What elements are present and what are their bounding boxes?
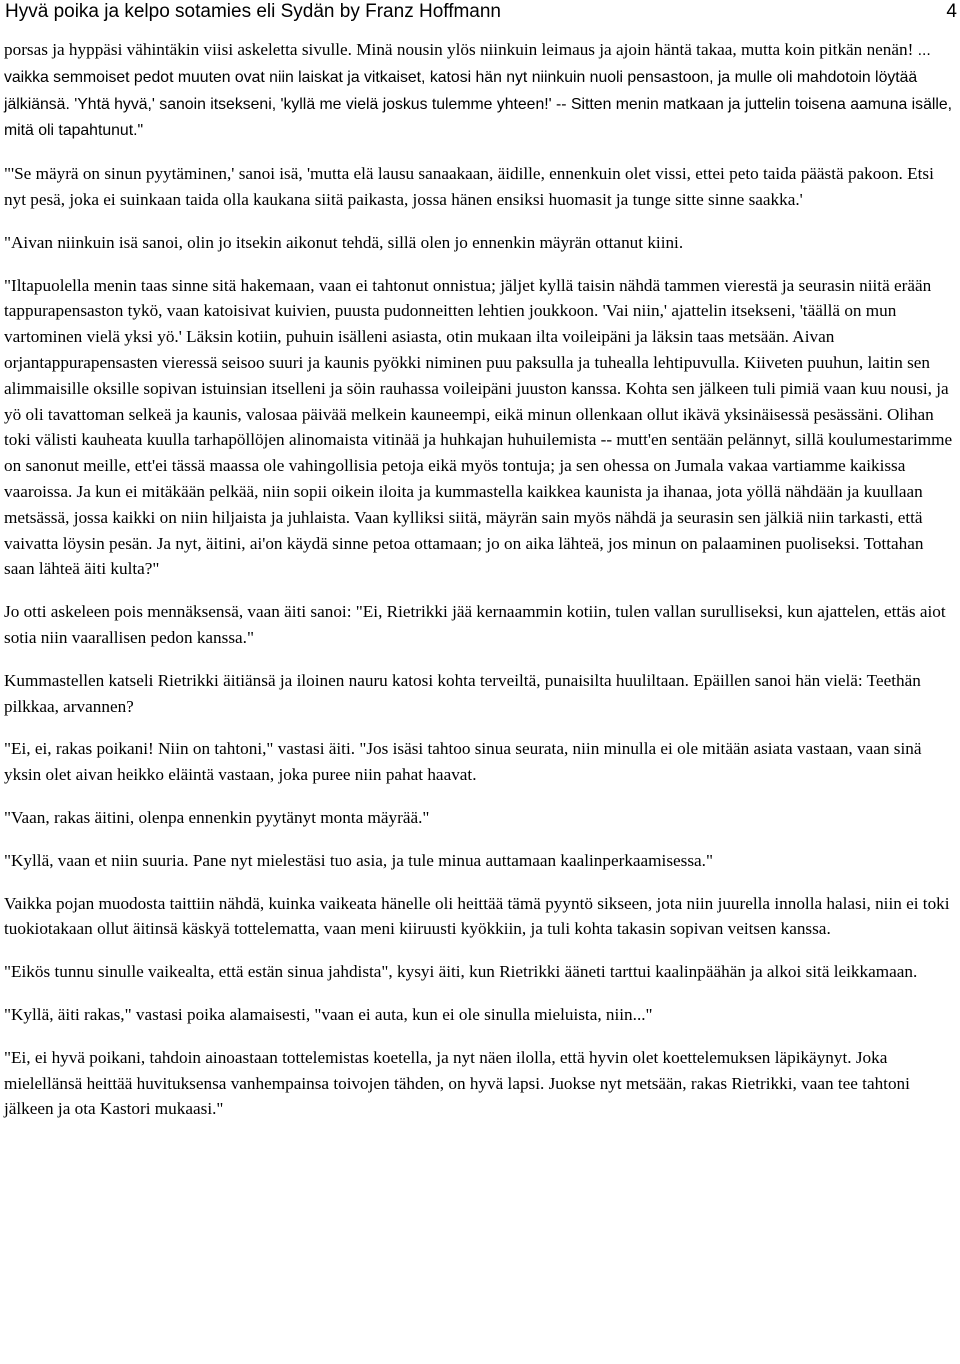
- paragraph: [4, 230, 958, 256]
- paragraph: [4, 273, 958, 583]
- paragraph: [4, 891, 958, 943]
- text-segment: Jo otti askeleen pois mennäksensä, vaan äiti sanoi: "Ei, Rietrikki jää kernaammin kotiin, tulen vallan surulliseksi, kun ajattelen, ettäs aiot sotia niin vaarallisen pedon kanssa.": [4, 602, 946, 647]
- text-segment: "Ei, ei, rakas poikani! Niin on tahtoni," vastasi äiti. "Jos isäsi tahtoo sinua seurata, niin minulla ei ole mitään asiata vastaan, vaan sinä yksin olet aivan heikko eläintä vastaan, joka puree niin pahat haavat.: [4, 739, 922, 785]
- page-header: [0, 0, 960, 28]
- text-segment: porsas ja hyppäsi vähintäkin viisi askeletta sivulle. Minä nousin ylös niinkuin leimaus ja ajoin häntä takaa, mutta koin pitkän nenän!: [4, 40, 918, 59]
- text-segment: "Eikös tunnu sinulle vaikealta, että estän sinua jahdista", kysyi äiti, kun Rietrikki ääneti tarttui kaalinpäähän ja alkoi sitä leikkamaan.: [4, 962, 918, 982]
- text-segment: Vaikka pojan muodosta taittiin nähdä, kuinka vaikeata hänelle oli heittää tämä pyyntö sikseen, jota niin juurella innolla halasi, niin ei toki tuokiotakaan ollut äitinsä käskyä tottelematta, vaan meni kiiruusti kyökkiin, ja tuli kohta takasin sopivan veitsen kanssa.: [4, 893, 950, 939]
- paragraph: [4, 1002, 958, 1028]
- paragraph: [4, 37, 958, 144]
- text-segment: Kummastellen katseli Rietrikki äitiänsä ja iloinen nauru katosi kohta terveiltä, punaisilta huuliltaan. Epäillen sanoi hän vielä: Teethän pilkkaa, arvannen?: [4, 670, 921, 716]
- text-segment: "Iltapuolella menin taas sinne sitä hakemaan, vaan ei tahtonut onnistua; jäljet kyllä taisin nähdä tammen vierestä ja seurasin niitä erään tappurapensaston tykö, vaan katoisivat kuivien, puusta pudonneitten lehtien joukkoon. 'Vai niin,' ajattelin itsekseni, 'täällä on mun vartominen vielä yksi yö.' Läksin kotiin, puhuin isälleni asiasta, otin mukaan ilta voileipäni ja läksin taas metsään. Aivan orjantappurapensasten vieressä seisoo suuri ja kaunis pyökki niminen puu paksulla ja tuhealla lehtipuvulla. Kiiveten puuhun, laitin sen alimmaisille oksille sopivan istuinsian itselleni ja söin rauhassa voileipäni juuston kanssa. Kohta sen jälkeen tuli pimiä vaan kuu nousi, ja yö oli tavattoman selkeä ja kaunis, valosaa päivää melkein kauneempi, eikä minun ollenkaan ollut ikävä yksinäisessä pesässäni. Olihan toki välisti kauheata kuulla tarhapöllöjen alinomaista vitinää ja huhkajan huhuilemista -- mutt'en sentään pelännyt, sillä koulumestarimme on sanonut meille, ett'ei tässä maassa ole vahingollisia petoja eikä myös tontuja; ja sen ohessa on Jumala vakaa vartiamme kaikissa vaaroissa. Ja kun ei mitäkään pelkää, niin sopii oikein iloita ja kummastella kaikkea kaunista ja ihanaa, jota yöllä nähdään ja kuullaan metsässä, jossa kaikki on niin hiljaista ja juhlaista. Vaan kylliksi siitä, mäyrän sain myös nähdä ja seurasin sen jälkiä niin tarkasti, että vaivatta löysin pesän. Ja nyt, äitini, ai'on käydä sinne petoa ottamaan; jo on aika lähteä, jos minun on palaaminen puoliseksi. Tottahan saan lähteä äiti kulta?": [4, 275, 953, 579]
- paragraph: [4, 736, 958, 788]
- text-segment: "Vaan, rakas äitini, olenpa ennenkin pyytänyt monta mäyrää.": [4, 807, 430, 827]
- paragraph: [4, 805, 958, 831]
- text-segment: "Ei, ei hyvä poikani, tahdoin ainoastaan tottelemistas koetella, ja nyt näen ilolla, että hyvin olet koettelemuksen läpikäynyt. Joka mielellänsä heittää huvituksensa vanhempainsa toivojen tähden, on hyvä lapsi. Juokse nyt metsään, rakas Rietrikki, vaan tee tahtoni jälkeen ja ota Kastori mukaasi.": [4, 1047, 910, 1119]
- paragraph: [4, 668, 958, 720]
- text-segment: "Aivan niinkuin isä sanoi, olin jo itsekin aikonut tehdä, sillä olen jo ennenkin mäyrän ottanut kiini.: [4, 232, 684, 252]
- page-number: 4: [946, 1, 957, 22]
- paragraph: [4, 848, 958, 874]
- document-body: [4, 37, 958, 1139]
- paragraph: [4, 599, 958, 651]
- document-title: Hyvä poika ja kelpo sotamies eli Sydän by Franz Hoffmann: [5, 1, 502, 22]
- paragraph: [4, 161, 958, 213]
- paragraph: [4, 1045, 958, 1122]
- paragraph: [4, 959, 958, 985]
- text-segment: "Kyllä, vaan et niin suuria. Pane nyt mielestäsi tuo asia, ja tule minua auttamaan kaalinperkaamisessa.": [4, 850, 713, 870]
- text-segment: ... vaikka semmoiset pedot muuten ovat niin laiskat ja vitkaiset, katosi hän nyt niinkuin nuoli pensastoon, ja mulle oli mahdotoin löytää jälkiänsä. 'Yhtä hyvä,' sanoin itsekseni, 'kyllä me vielä joskus tulemme yhteen!' -- Sitten menin matkaan ja juttelin toisena aamuna isälle, mitä oli tapahtunut.": [4, 42, 953, 140]
- text-segment: "Kyllä, äiti rakas," vastasi poika alamaisesti, "vaan ei auta, kun ei ole sinulla mieluista, niin...": [4, 1004, 653, 1024]
- text-segment: "'Se mäyrä on sinun pyytäminen,' sanoi isä, 'mutta elä lausu sanaakaan, äidille, ennenkuin olet vissi, ettei peto taida päästä pakoon. Etsi nyt pesä, joka ei suinkaan taida olla kaukana siitä paikasta, jossa hänen ensiksi huomasit ja tunge sitte sinne saakka.': [4, 164, 934, 209]
